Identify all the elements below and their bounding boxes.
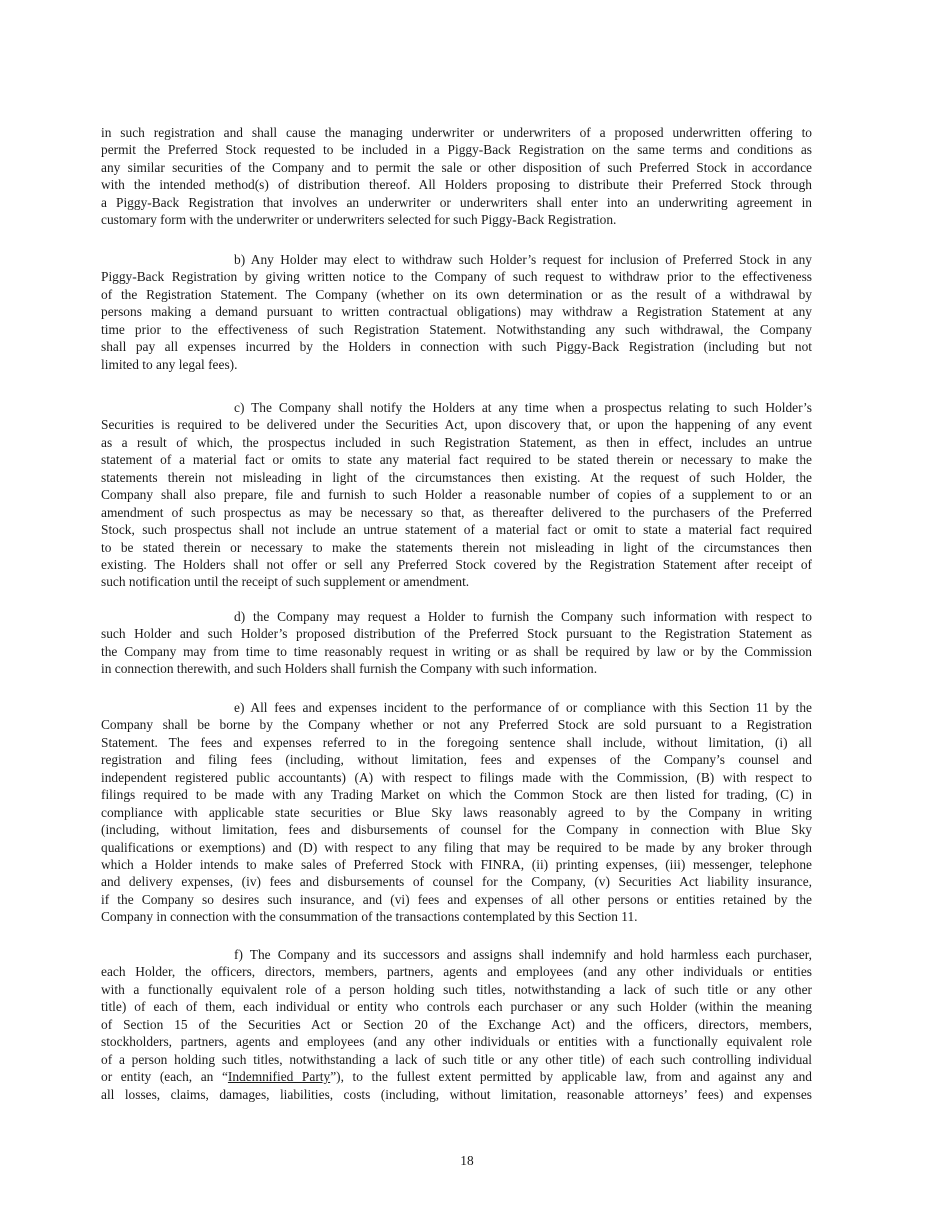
text-line: as a result of which, the prospectus included in such Registration Statement, as then in effect, includes an untrue [101,434,812,450]
text-line: c) The Company shall notify the Holders at any time when a prospectus relating to such Holder’s [234,400,812,415]
text-line: f) The Company and its successors and assigns shall indemnify and hold harmless each purchaser, [234,947,812,962]
text-line: persons making a demand pursuant to written contractual obligations) may withdraw a Registration Statement at any [101,304,812,320]
text-line: existing. The Holders shall not offer or sell any Preferred Stock covered by the Registration Statement after receipt of [101,556,812,572]
paragraph-e [101,699,812,926]
text-line: registration and filing fees (including, without limitation, fees and expenses of the Company’s counsel and [101,752,812,768]
text-line: time prior to the effectiveness of such Registration Statement. Notwithstanding any such withdrawal, the Company [101,321,812,337]
text-line: with the intended method(s) of distribution thereof. All Holders proposing to distribute their Preferred Stock through [101,177,812,193]
text-line: limited to any legal fees). [101,356,238,372]
text-line: independent registered public accountants) (A) with respect to filings made with the Commission, (B) with respect to [101,769,812,785]
text-line: any similar securities of the Company and to permit the sale or other disposition of such Preferred Stock in accordance [101,159,812,175]
text-line: Company in connection with the consummation of the transactions contemplated by this Section 11. [101,909,638,925]
text-line: with a functionally equivalent role of a person holding such titles, notwithstanding a lack of such title or any other [101,981,812,997]
text-line: of the Registration Statement. The Company (whether on its own determination or as the result of a withdrawal by [101,286,812,302]
defined-term: Indemnified Party [227,1069,331,1085]
text-line: amendment of such prospectus as may be necessary so that, as thereafter delivered to the purchasers of the Preferred [101,504,812,520]
text-line: (including, without limitation, fees and disbursements of counsel for the Company in connection with Blue Sky [101,822,812,838]
text-line: Company shall be borne by the Company whether or not any Preferred Stock are sold pursuant to a Registration [101,717,812,733]
text-line: to be stated therein or necessary to make the statements therein not misleading in light of the circumstances then [101,539,812,555]
page-number: 18 [460,1153,474,1168]
text-line: each Holder, the officers, directors, members, partners, agents and employees (and any other individuals or entities [101,964,812,980]
text-line: Stock, such prospectus shall not include an untrue statement of a material fact or omit to state a material fact required [101,522,812,538]
text-line: filings required to be made with any Trading Market on which the Common Stock are then listed for trading, (C) in [101,787,812,803]
text-line: Securities is required to be delivered under the Securities Act, upon discovery that, or upon the happening of any event [101,417,812,433]
text-line: e) All fees and expenses incident to the performance of or compliance with this Section 11 by the [234,700,812,715]
text-line [101,1068,812,1085]
text-segment: or entity (each, an “ [101,1069,228,1085]
text-line: of Section 15 of the Securities Act or Section 20 of the Exchange Act) and the officers, directors, members, [101,1016,812,1032]
text-line: such Holder and such Holder’s proposed distribution of the Preferred Stock pursuant to the Registration Statement as [101,626,812,642]
text-line: Statement. The fees and expenses referred to in the foregoing sentence shall include, without limitation, (i) all [101,734,812,750]
text-line: such notification until the receipt of such supplement or amendment. [101,574,470,590]
text-line: the Company may from time to time reasonably request in writing or as shall be required by law or by the Commission [101,643,812,659]
paragraph-f [101,946,812,1103]
text-line: Company shall also prepare, file and furnish to such Holder a reasonable number of copies of a supplement to or an [101,487,812,503]
paragraph-d [101,608,812,678]
text-line: permit the Preferred Stock requested to be included in a Piggy-Back Registration on the same terms and conditions as [101,142,812,158]
text-line: which a Holder intends to make sales of Preferred Stock with FINRA, (ii) printing expenses, (iii) messenger, telephone [101,856,812,872]
text-line: shall pay all expenses incurred by the Holders in connection with such Piggy-Back Registration (including but not [101,339,812,355]
text-line: if the Company so desires such insurance, and (vi) fees and expenses of all other persons or entities retained by the [101,891,812,907]
text-line: d) the Company may request a Holder to furnish the Company such information with respect to [234,609,812,624]
text-line: Piggy-Back Registration by giving written notice to the Company of such request to withdraw prior to the effectiveness [101,269,812,285]
text-line: qualifications or exemptions) and (D) with respect to any filing that may be required to be made by any broker through [101,839,812,855]
text-line: in such registration and shall cause the managing underwriter or underwriters of a proposed underwritten offering to [101,125,812,140]
text-line: all losses, claims, damages, liabilities, costs (including, without limitation, reasonable attorneys’ fees) and expenses [101,1086,812,1102]
text-line: customary form with the underwriter or underwriters selected for such Piggy-Back Registration. [101,212,617,228]
paragraph-c [101,399,812,591]
text-segment: ”), to the fullest extent permitted by applicable law, from and against any and [330,1069,812,1085]
text-line: title) of each of them, each individual or entity who controls each purchaser or any such Holder (within the meaning [101,999,812,1015]
text-line: compliance with applicable state securities or Blue Sky laws reasonably agreed to by the Company in writing [101,804,812,820]
text-line: in connection therewith, and such Holders shall furnish the Company with such information. [101,661,598,677]
paragraph-b [101,251,812,373]
paragraph-a-continued [101,124,812,229]
text-line: and delivery expenses, (iv) fees and disbursements of counsel for the Company, (v) Securities Act liability insurance, [101,874,812,890]
text-line: a Piggy-Back Registration that involves an underwriter or underwriters shall enter into an underwriting agreement in [101,194,812,210]
text-line: of a person holding such titles, notwithstanding a lack of such title or any other title) of each such controlling individual [101,1051,812,1067]
text-line: statement of a material fact or omits to state any material fact required to be stated therein or necessary to make the [101,452,812,468]
text-line: b) Any Holder may elect to withdraw such Holder’s request for inclusion of Preferred Stock in any [234,252,812,267]
text-line: stockholders, partners, agents and employees (and any other individuals or entities with a functionally equivalent role [101,1034,812,1050]
text-line: statements therein not misleading in light of the circumstances then existing. At the request of such Holder, the [101,469,812,485]
